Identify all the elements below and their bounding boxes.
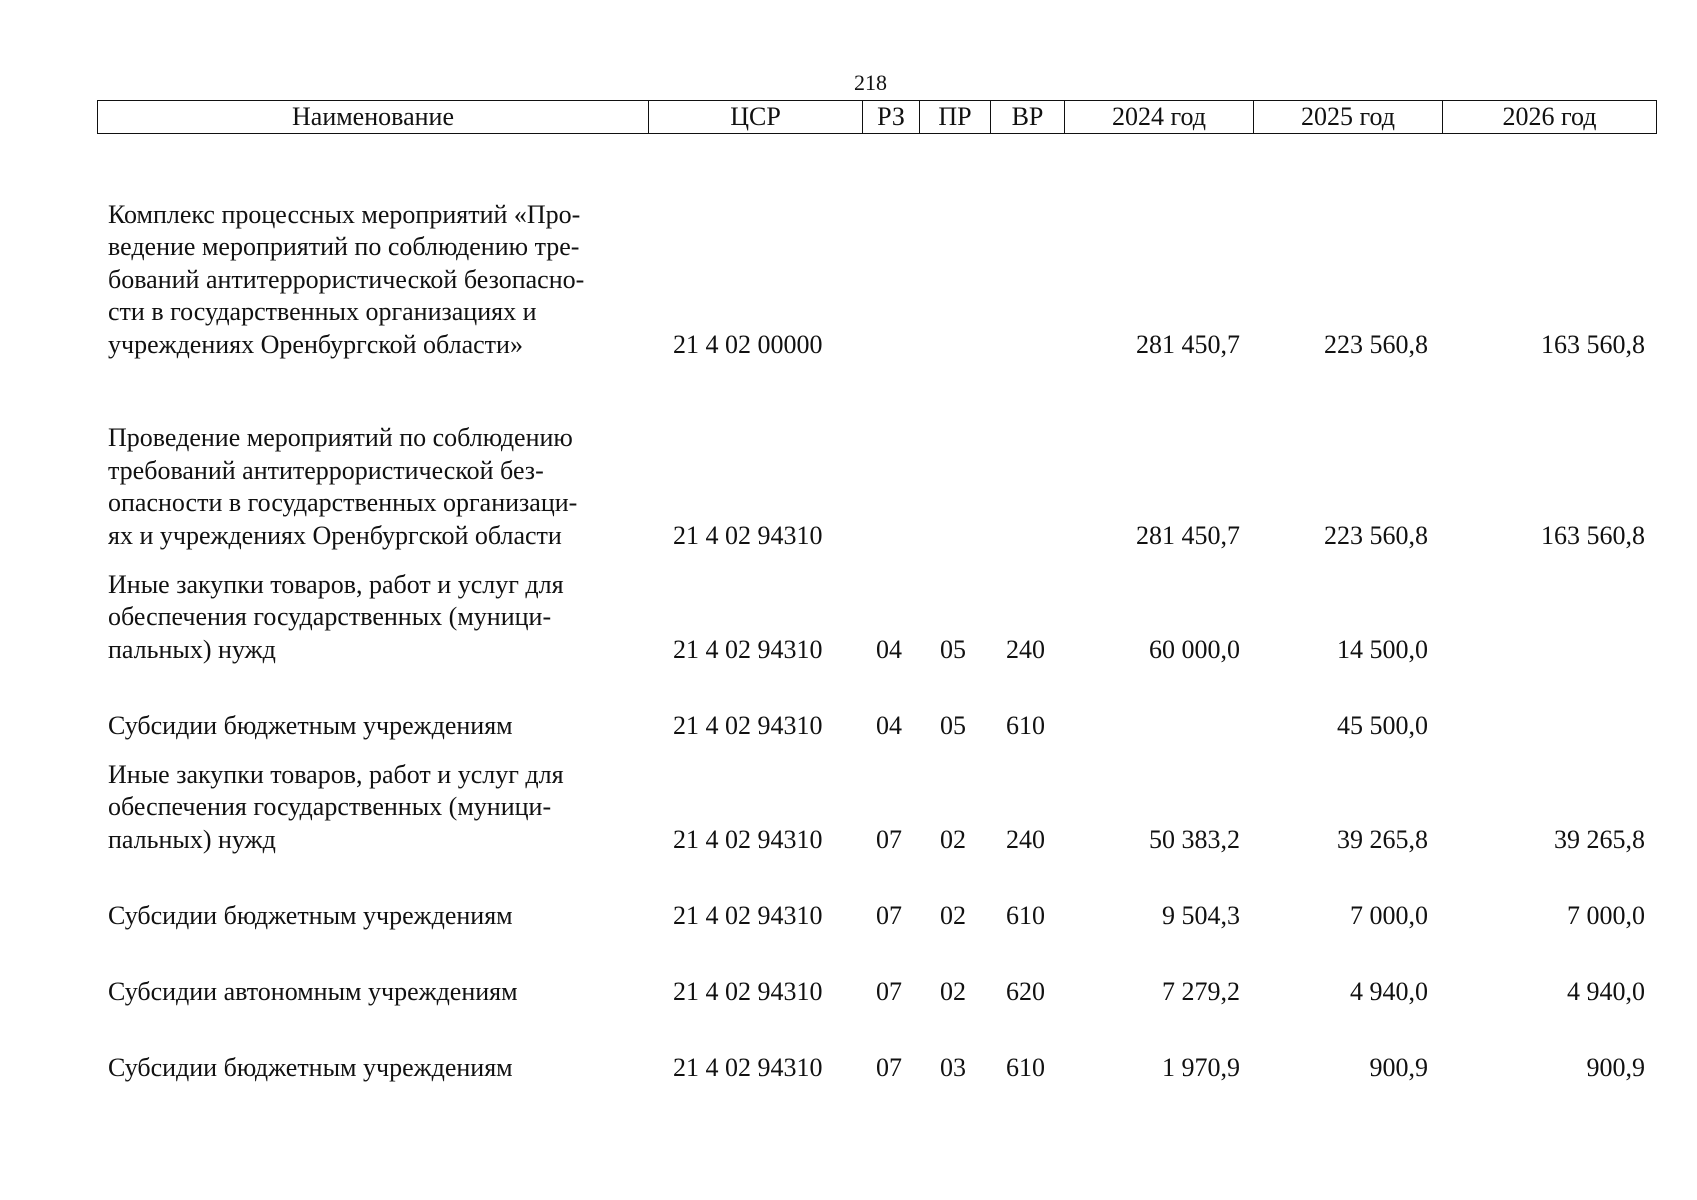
row-y2024: 50 383,2 [1149,824,1240,854]
column-header-2024: 2024 год [1065,101,1254,134]
row-name-line: обеспечения государственных (муници- [108,792,552,821]
row-y2025: 45 500,0 [1337,710,1428,740]
row-vr: 610 [1006,900,1045,930]
row-name-line: Комплекс процессных мероприятий «Про- [108,199,581,229]
row-y2026: 900,9 [1586,1052,1645,1082]
row-y2026: 163 560,8 [1541,520,1645,550]
row-name-line: учреждениях Оренбургской области» [108,329,523,359]
row-vr: 610 [1006,1052,1045,1082]
row-rz: 07 [876,900,902,930]
row-name-line: сти в государственных организациях и [108,297,537,326]
column-header-pr: ПР [920,101,991,134]
row-name-line: Субсидии бюджетным учреждениям [108,1052,513,1082]
row-vr: 240 [1006,824,1045,854]
row-csr: 21 4 02 00000 [673,329,823,359]
row-name-line: пальных) нужд [108,634,276,664]
row-rz: 04 [876,634,902,664]
column-header-2025: 2025 год [1254,101,1443,134]
column-header-vr: ВР [991,101,1065,134]
row-name-line: пальных) нужд [108,824,276,854]
column-header-rz: РЗ [863,101,920,134]
row-name-line: Субсидии бюджетным учреждениям [108,900,513,930]
row-y2024: 9 504,3 [1162,900,1240,930]
row-y2025: 4 940,0 [1350,976,1428,1006]
row-y2024: 60 000,0 [1149,634,1240,664]
row-y2026: 7 000,0 [1567,900,1645,930]
row-pr: 03 [940,1052,966,1082]
row-y2026: 163 560,8 [1541,329,1645,359]
row-csr: 21 4 02 94310 [673,976,823,1006]
row-vr: 610 [1006,710,1045,740]
row-name-line: ведение мероприятий по соблюдению тре- [108,232,580,261]
page-number: 218 [854,70,887,95]
column-header-csr: ЦСР [649,101,863,134]
row-name-line: бований антитеррористической безопасно- [108,264,585,294]
row-vr: 240 [1006,634,1045,664]
row-pr: 02 [940,976,966,1006]
row-rz: 04 [876,710,902,740]
row-y2024: 281 450,7 [1136,520,1240,550]
row-name-line: Иные закупки товаров, работ и услуг для [108,759,564,789]
row-y2026: 4 940,0 [1567,976,1645,1006]
row-csr: 21 4 02 94310 [673,900,823,930]
row-name-line: опасности в государственных организаци- [108,488,578,517]
row-vr: 620 [1006,976,1045,1006]
row-name-line: требований антитеррористической без- [108,455,544,485]
row-name [108,1052,648,1085]
row-csr: 21 4 02 94310 [673,710,823,740]
row-y2024: 7 279,2 [1162,976,1240,1006]
row-name-line: Субсидии бюджетным учреждениям [108,710,513,740]
row-rz: 07 [876,824,902,854]
row-name-line: Субсидии автономным учреждениям [108,976,518,1006]
row-csr: 21 4 02 94310 [673,1052,823,1082]
row-pr: 05 [940,710,966,740]
row-csr: 21 4 02 94310 [673,520,823,550]
row-name-line: обеспечения государственных (муници- [108,602,552,631]
row-name-line: Иные закупки товаров, работ и услуг для [108,569,564,599]
row-csr: 21 4 02 94310 [673,634,823,664]
row-pr: 02 [940,900,966,930]
row-name-line: ях и учреждениях Оренбургской области [108,520,562,550]
column-header-2026: 2026 год [1443,101,1657,134]
row-y2026: 39 265,8 [1554,824,1645,854]
row-y2025: 223 560,8 [1324,520,1428,550]
row-name-line: Проведение мероприятий по соблюдению [108,423,573,452]
row-y2024: 281 450,7 [1136,329,1240,359]
row-pr: 02 [940,824,966,854]
column-header-name: Наименование [98,101,649,134]
row-pr: 05 [940,634,966,664]
row-rz: 07 [876,1052,902,1082]
row-csr: 21 4 02 94310 [673,824,823,854]
row-y2025: 14 500,0 [1337,634,1428,664]
row-y2025: 900,9 [1369,1052,1428,1082]
row-y2025: 39 265,8 [1337,824,1428,854]
row-rz: 07 [876,976,902,1006]
row-y2025: 223 560,8 [1324,329,1428,359]
row-y2025: 7 000,0 [1350,900,1428,930]
row-y2024: 1 970,9 [1162,1052,1240,1082]
